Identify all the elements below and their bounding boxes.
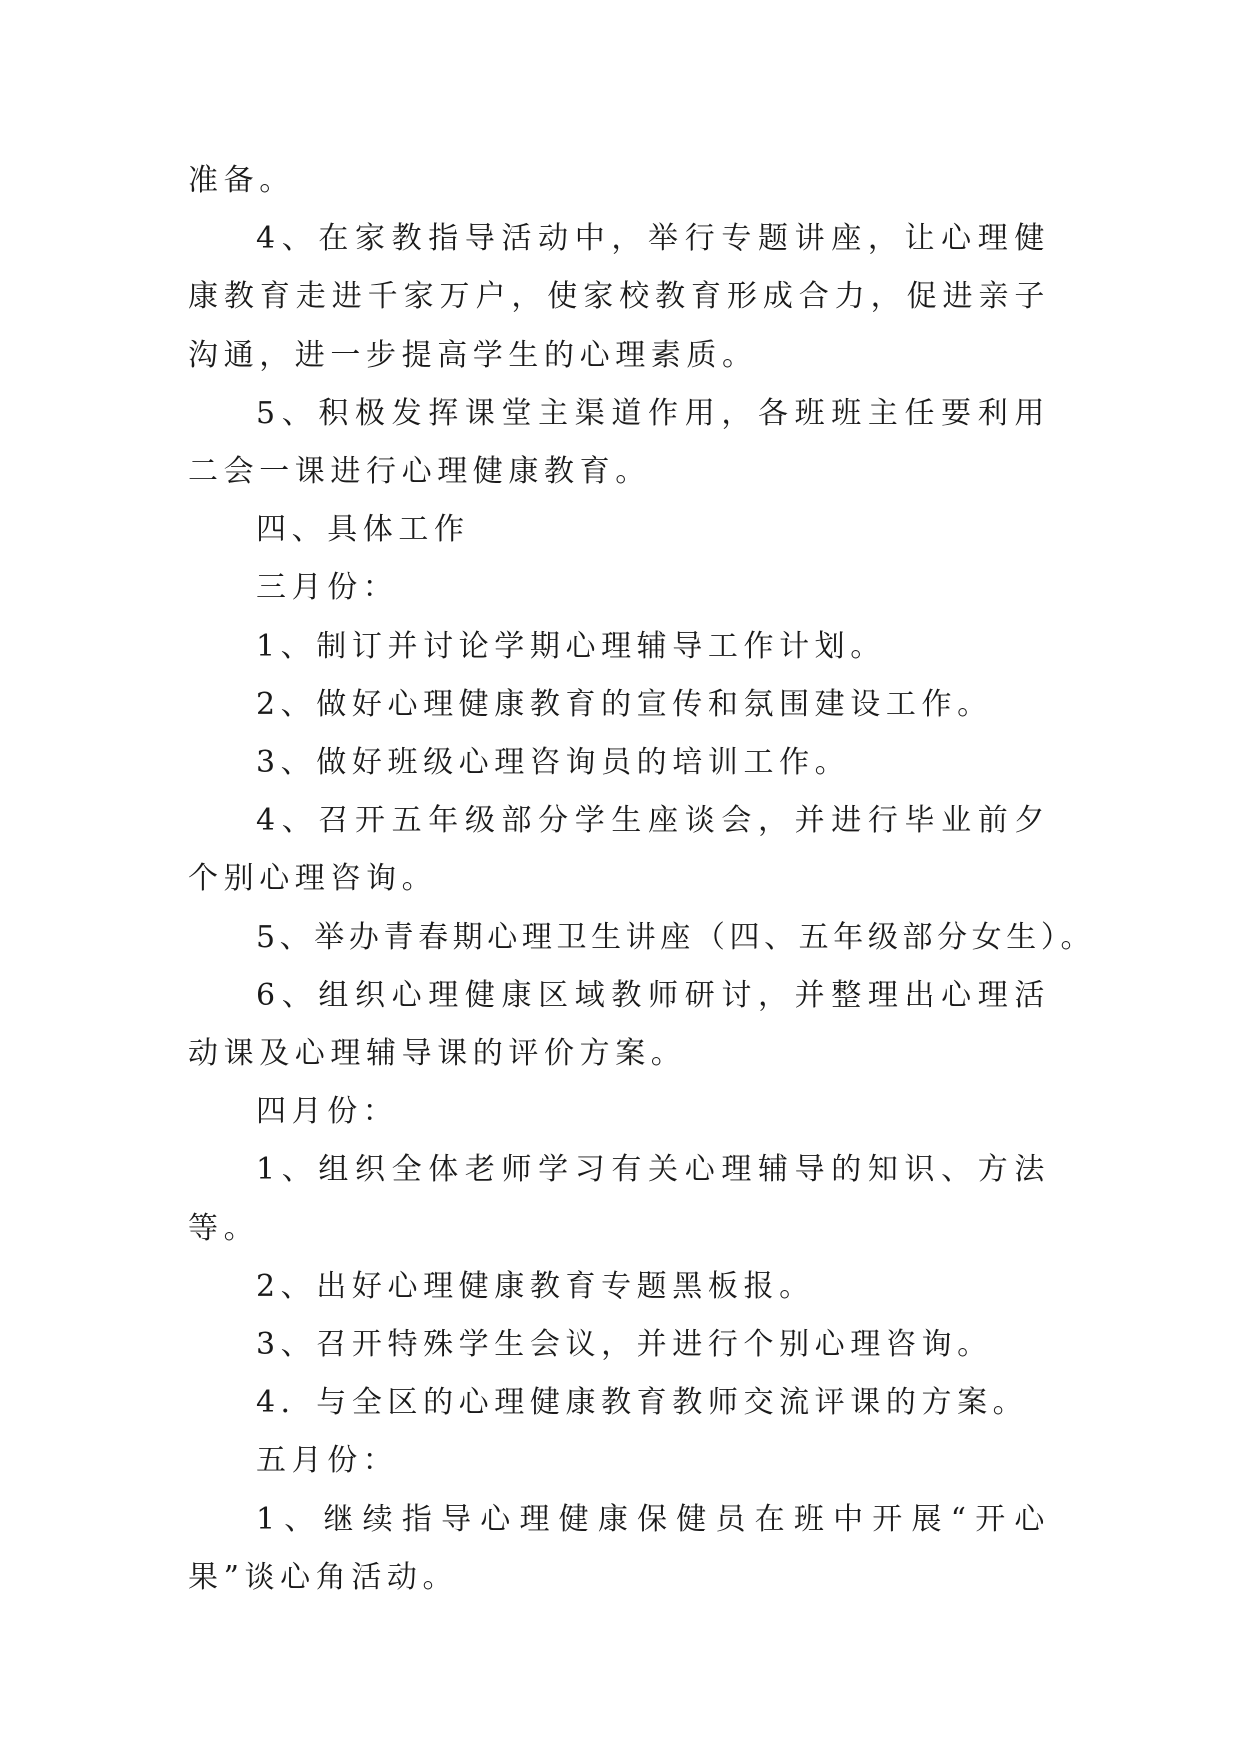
march-item-6: 6、组织心理健康区域教师研讨，并整理出心理活动课及心理辅导课的评价方案。	[188, 977, 1050, 1072]
paragraph-item-4-family-guidance: 4、在家教指导活动中，举行专题讲座，让心理健康教育走进千家万户，使家校教育形成合力，促进亲子沟通，进一步提高学生的心理素质。	[188, 221, 1050, 373]
april-item-4: 4．与全区的心理健康教育教师交流评课的方案。	[256, 1385, 1029, 1421]
document-body	[188, 152, 1096, 1607]
march-item-2: 2、做好心理健康教育的宣传和氛围建设工作。	[256, 686, 993, 722]
paragraph-continuation: 准备。	[188, 163, 295, 198]
april-item-2: 2、出好心理健康教育专题黑板报。	[256, 1268, 815, 1304]
may-item-1: 1、继续指导心理健康保健员在班中开展“开心果”谈心角活动。	[188, 1501, 1050, 1595]
march-item-3: 3、做好班级心理咨询员的培训工作。	[256, 745, 851, 781]
month-heading-may: 五月份：	[256, 1443, 399, 1479]
april-item-3: 3、召开特殊学生会议，并进行个别心理咨询。	[256, 1327, 993, 1363]
month-heading-march: 三月份：	[256, 570, 399, 606]
march-item-4: 4、召开五年级部分学生座谈会，并进行毕业前夕个别心理咨询。	[188, 803, 1050, 897]
month-heading-april: 四月份：	[256, 1094, 399, 1130]
march-item-5: 5、举办青春期心理卫生讲座（四、五年级部分女生）。	[256, 919, 1096, 955]
paragraph-item-5-classroom: 5、积极发挥课堂主渠道作用，各班班主任要利用二会一课进行心理健康教育。	[188, 395, 1050, 490]
april-item-1: 1、组织全体老师学习有关心理辅导的知识、方法等。	[188, 1152, 1050, 1246]
section-heading-specific-work: 四、具体工作	[256, 512, 470, 548]
march-item-1: 1、制订并讨论学期心理辅导工作计划。	[256, 628, 886, 664]
